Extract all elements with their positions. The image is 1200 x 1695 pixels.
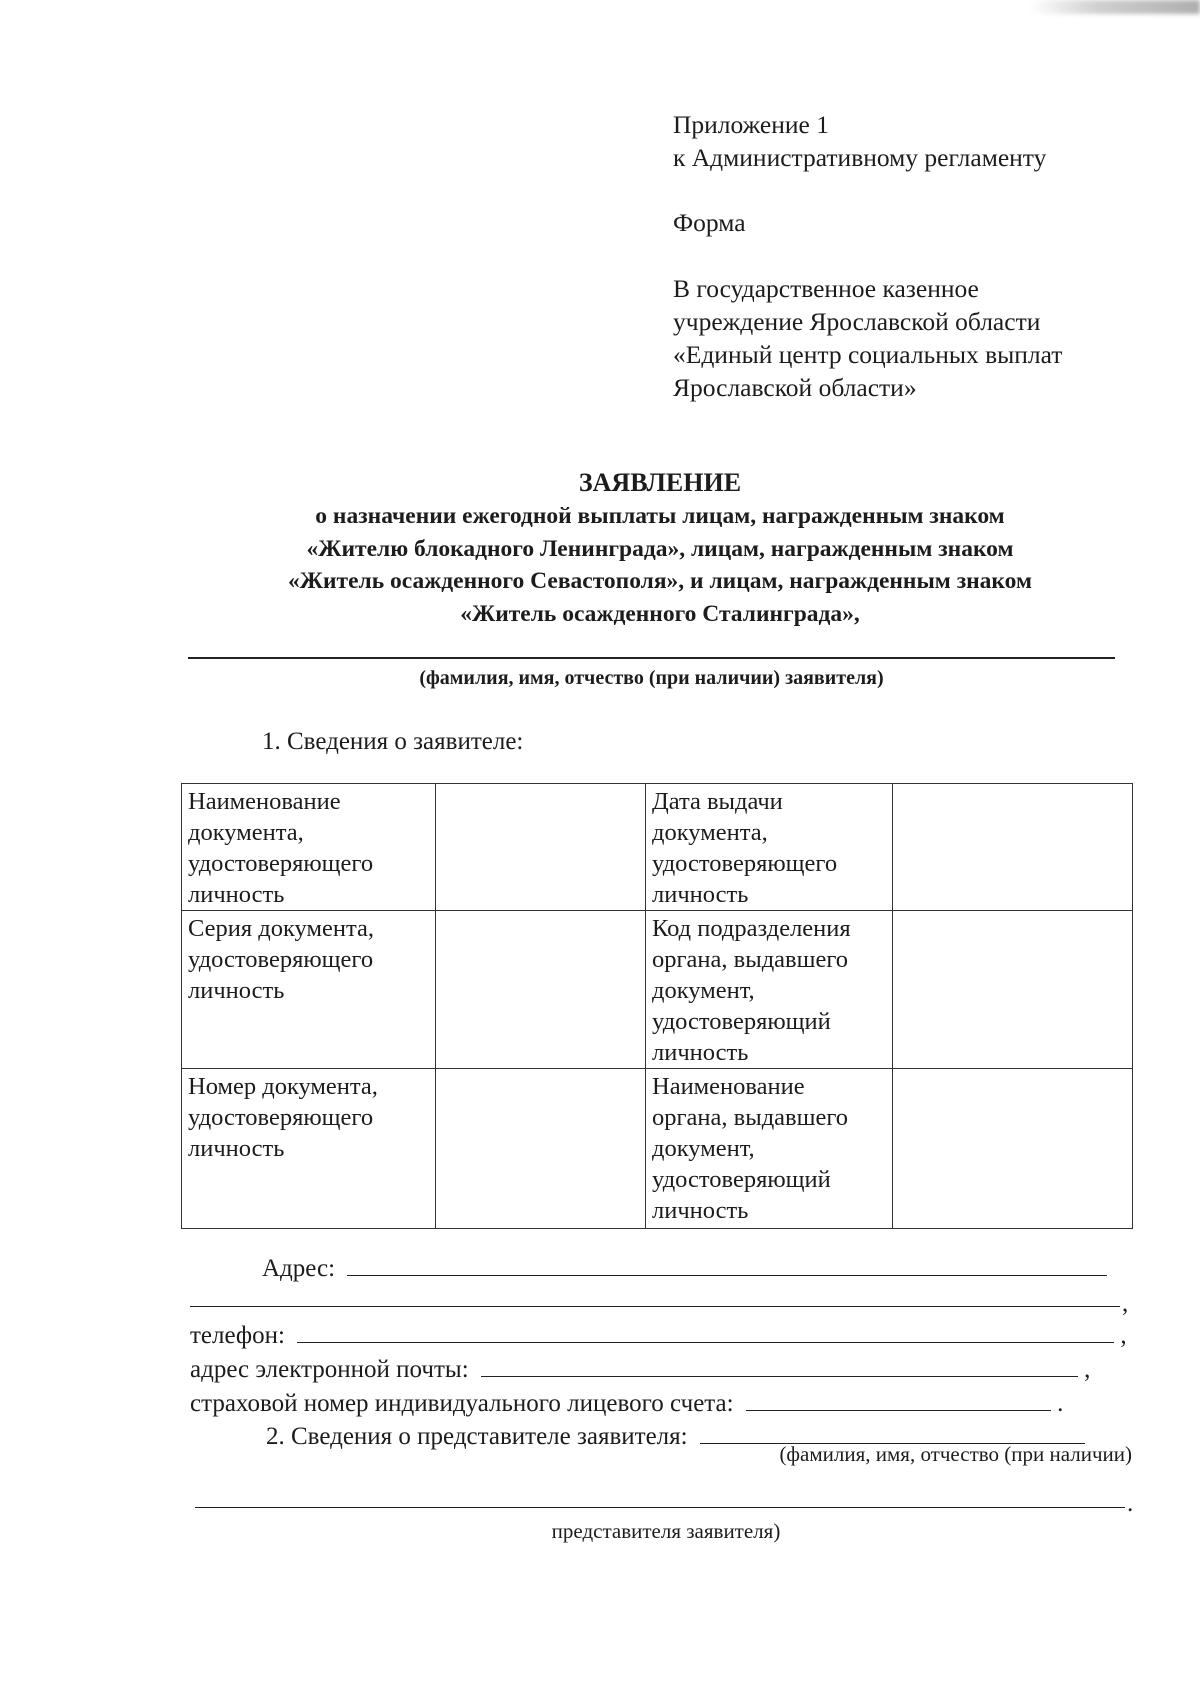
representative-name-field[interactable] bbox=[700, 1421, 1085, 1444]
comma: , bbox=[1084, 1356, 1091, 1383]
table-value-cell[interactable] bbox=[436, 911, 646, 1069]
section1-heading: 1. Сведения о заявителе: bbox=[262, 728, 524, 755]
table-row bbox=[182, 1069, 1133, 1229]
comma: , bbox=[1120, 1322, 1127, 1349]
title-line: «Житель осажденного Сталинграда», bbox=[460, 600, 860, 627]
table-value-cell[interactable] bbox=[436, 784, 646, 911]
address-row bbox=[262, 1253, 1107, 1284]
scan-artifact bbox=[1030, 0, 1200, 14]
comma: , bbox=[1122, 1290, 1129, 1317]
header-block bbox=[673, 108, 1062, 404]
period: . bbox=[1127, 1490, 1134, 1517]
applicant-name-field[interactable] bbox=[188, 657, 1115, 659]
recipient-line: В государственное казенное bbox=[673, 274, 979, 303]
document-title bbox=[150, 466, 1170, 630]
snils-label: страховой номер индивидуального лицевого счета: bbox=[190, 1390, 734, 1417]
table-label-cell: Код подразделения органа, выдавшего документ, удостоверяющий личность bbox=[646, 911, 893, 1069]
email-row bbox=[190, 1354, 1090, 1385]
representative-caption: (фамилия, имя, отчество (при наличии) bbox=[779, 1442, 1132, 1466]
representative-name-field-continuation[interactable] bbox=[195, 1507, 1125, 1508]
table-row bbox=[182, 911, 1133, 1069]
applicant-info-table bbox=[181, 783, 1133, 1229]
address-label: Адрес: bbox=[262, 1255, 336, 1282]
table-row bbox=[182, 784, 1133, 911]
table-value-cell[interactable] bbox=[893, 911, 1133, 1069]
applicant-name-caption: (фамилия, имя, отчество (при наличии) заявителя) bbox=[419, 667, 884, 689]
phone-field[interactable] bbox=[297, 1320, 1114, 1343]
title-line: о назначении ежегодной выплаты лицам, награжденным знаком bbox=[315, 503, 1005, 529]
recipient-line: учреждение Ярославской области bbox=[673, 307, 1041, 336]
email-label: адрес электронной почты: bbox=[190, 1356, 469, 1383]
address-field[interactable] bbox=[347, 1253, 1107, 1276]
table-label-cell: Наименование органа, выдавшего документ, удостоверяющий личность bbox=[646, 1069, 893, 1229]
form-label: Форма bbox=[673, 208, 746, 237]
period: . bbox=[1057, 1390, 1064, 1417]
table-label-cell: Номер документа, удостоверяющего личность bbox=[182, 1069, 436, 1229]
recipient-line: Ярославской области» bbox=[673, 373, 917, 402]
email-field[interactable] bbox=[481, 1354, 1078, 1377]
title-line: «Житель осажденного Севастополя», и лицам, награжденным знаком bbox=[288, 568, 1032, 594]
regulation-label: к Административному регламенту bbox=[673, 143, 1047, 172]
table-value-cell[interactable] bbox=[893, 784, 1133, 911]
appendix-label: Приложение 1 bbox=[673, 110, 829, 139]
table-value-cell[interactable] bbox=[436, 1069, 646, 1229]
title-line: «Жителю блокадного Ленинграда», лицам, награжденным знаком bbox=[306, 535, 1014, 562]
address-field-continuation[interactable] bbox=[190, 1306, 1120, 1307]
table-label-cell: Дата выдачи документа, удостоверяющего личность bbox=[646, 784, 893, 911]
snils-row bbox=[190, 1388, 1063, 1419]
table-label-cell: Наименование документа, удостоверяющего личность bbox=[182, 784, 436, 911]
table-value-cell[interactable] bbox=[893, 1069, 1133, 1229]
phone-row bbox=[190, 1320, 1127, 1351]
representative-caption-continuation: представителя заявителя) bbox=[551, 1519, 781, 1543]
section2-heading: 2. Сведения о представителе заявителя: bbox=[266, 1423, 688, 1450]
title-main: ЗАЯВЛЕНИЕ bbox=[578, 468, 742, 497]
snils-field[interactable] bbox=[746, 1388, 1051, 1411]
recipient-line: «Единый центр социальных выплат bbox=[673, 340, 1063, 369]
phone-label: телефон: bbox=[190, 1322, 285, 1349]
table-label-cell: Серия документа, удостоверяющего личность bbox=[182, 911, 436, 1069]
